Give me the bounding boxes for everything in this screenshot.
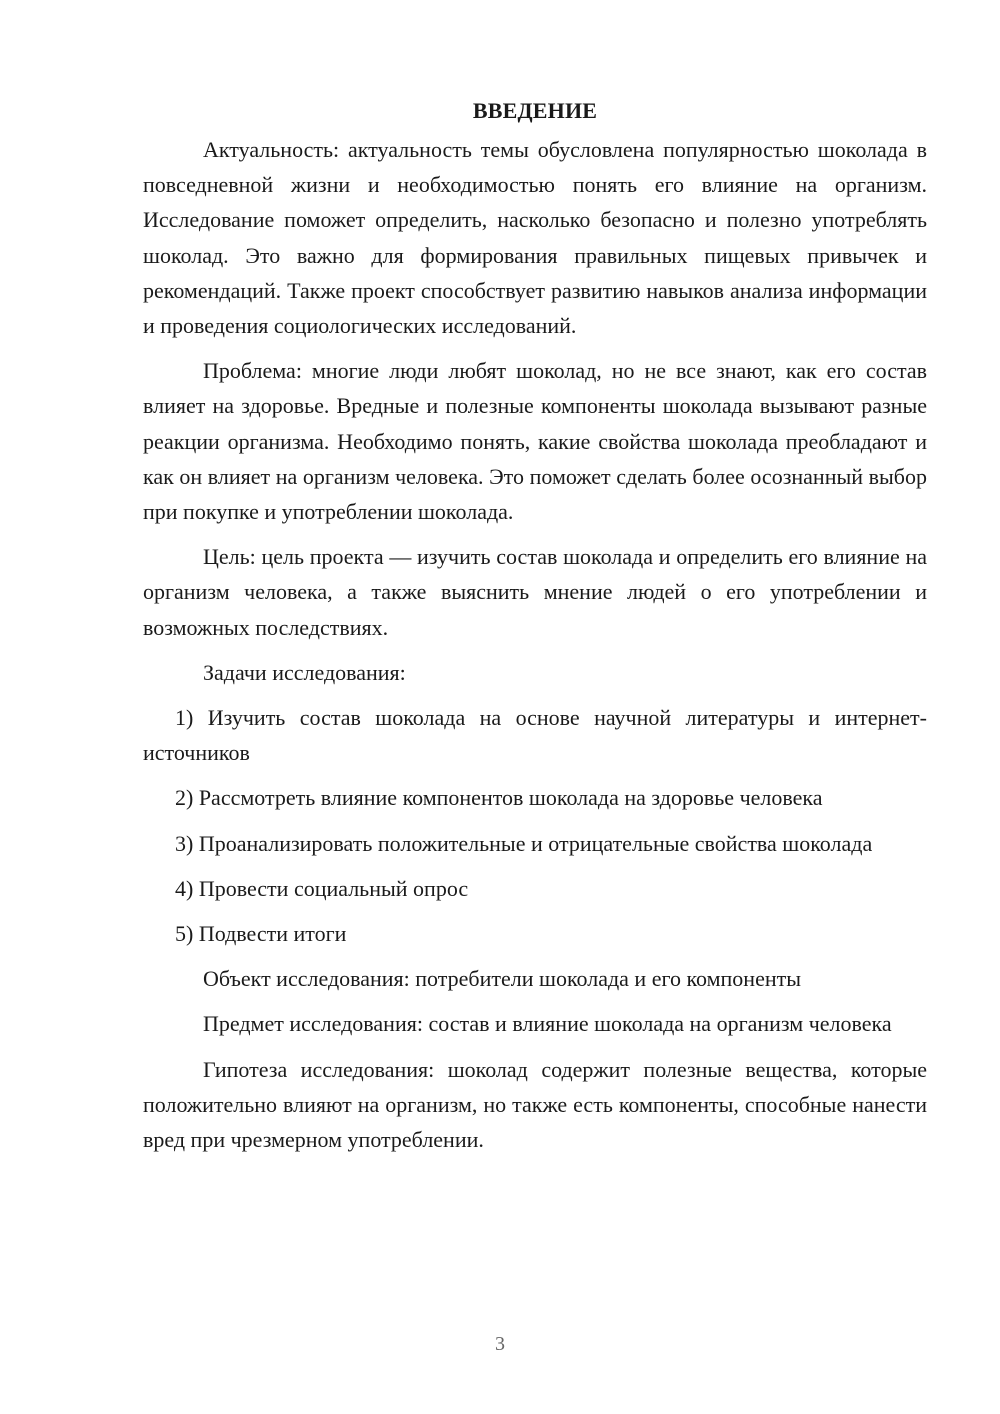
task-item-5: 5) Подвести итоги	[175, 921, 347, 947]
document-page	[143, 96, 927, 1167]
paragraph-problem: Проблема: многие люди любят шоколад, но не все знают, как его состав влияет на здоровье. Вредные и полезные компоненты шоколада вызывают разные реакции организма. Необходимо понять, какие свойства шоколада преобладают и как он влияет на организм человека. Это поможет сделать более осознанный выбор при покупке и употреблении шоколада.	[143, 358, 927, 525]
page-number: 3	[495, 1333, 505, 1355]
paragraph-tasks-intro: Задачи исследования:	[203, 659, 406, 685]
task-item-3: 3) Проанализировать положительные и отрицательные свойства шоколада	[175, 830, 873, 856]
paragraph-goal: Цель: цель проекта — изучить состав шоколада и определить его влияние на организм человека, а также выяснить мнение людей о его употреблении и возможных последствиях.	[143, 544, 927, 640]
paragraph-subject: Предмет исследования: состав и влияние шоколада на организм человека	[203, 1011, 892, 1037]
section-heading: ВВЕДЕНИЕ	[472, 98, 598, 123]
paragraph-object: Объект исследования: потребители шоколада и его компоненты	[203, 966, 801, 992]
paragraph-relevance: Актуальность: актуальность темы обусловлена популярностью шоколада в повседневной жизни и необходимостью понять его влияние на организм. Исследование поможет определить, насколько безопасно и полезно употреблять шоколад. Это важно для формирования правильных пищевых привычек и рекомендаций. Также проект способствует развитию навыков анализа информации и проведения социологических исследований.	[143, 137, 927, 339]
task-item-4: 4) Провести социальный опрос	[175, 875, 469, 901]
task-item-2: 2) Рассмотреть влияние компонентов шоколада на здоровье человека	[175, 785, 823, 811]
task-item-1: 1) Изучить состав шоколада на основе научной литературы и интернет-источников	[143, 705, 927, 766]
paragraph-hypothesis: Гипотеза исследования: шоколад содержит полезные вещества, которые положительно влияют на организм, но также есть компоненты, способные нанести вред при чрезмерном употреблении.	[143, 1056, 927, 1153]
